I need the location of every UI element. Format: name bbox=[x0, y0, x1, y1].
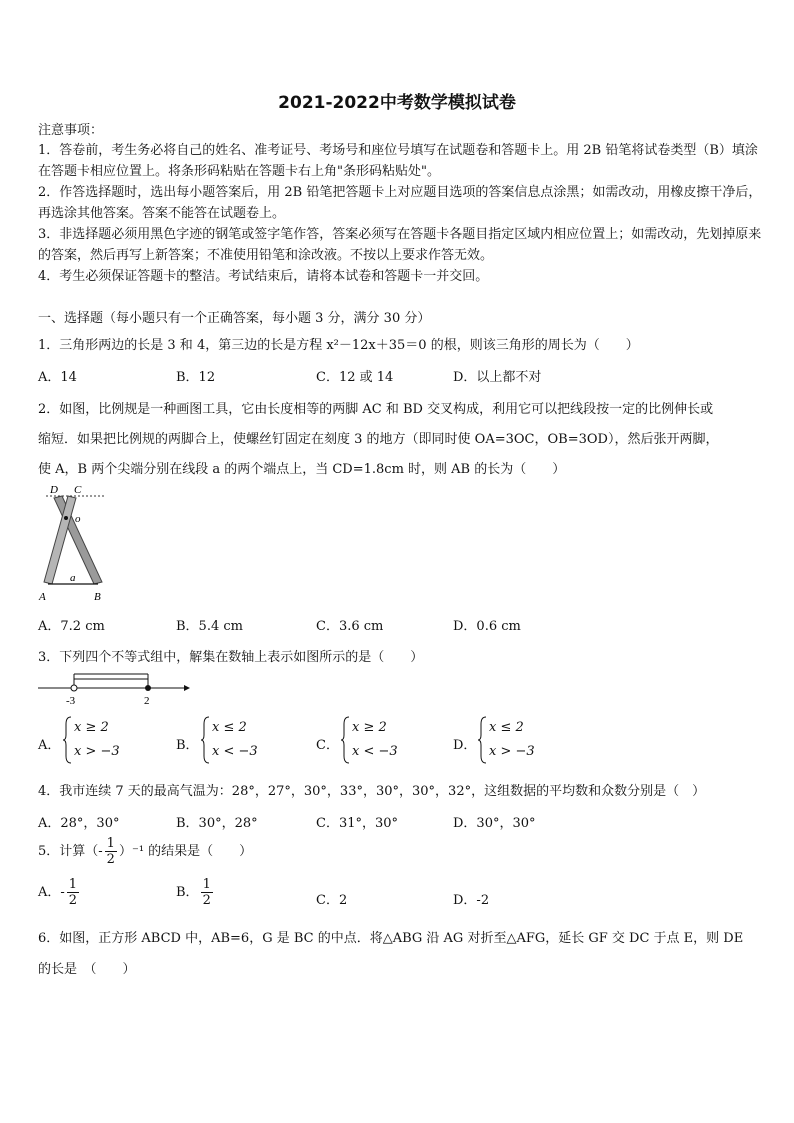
q5-b-fraction bbox=[201, 877, 213, 908]
q5-option-a bbox=[38, 877, 81, 908]
q1-option-b: B．12 bbox=[176, 370, 216, 385]
notice-item-1: 1．答卷前，考生务必将自己的姓名、准考证号、考场号和座位号填写在试题卷和答题卡上。用 2B 铅笔将试卷类型（B）填涂在答题卡相应位置上。将条形码粘贴在答题卡右上角"条形码粘贴处"。 bbox=[38, 143, 758, 179]
question-2-line-3: 使 A，B 两个尖端分别在线段 a 的两个端点上，当 CD=1.8cm 时，则 AB 的长为（ ） bbox=[38, 462, 566, 477]
q3-option-b-brace bbox=[200, 716, 210, 768]
axis-label-neg3: -3 bbox=[66, 695, 76, 707]
q3-option-c-brace bbox=[340, 716, 350, 768]
exam-title: 2021-2022中考数学模拟试卷 bbox=[278, 93, 516, 113]
q1-option-c: C．12 或 14 bbox=[316, 370, 394, 385]
q2-option-c: C．3.6 cm bbox=[316, 619, 384, 634]
q5-a-num: 1 bbox=[68, 877, 78, 892]
q2-option-b: B．5.4 cm bbox=[176, 619, 243, 634]
question-2-line-1: 2．如图，比例规是一种画图工具，它由长度相等的两脚 AC 和 BD 交叉构成，利用它可以把线段按一定的比例伸长或 bbox=[38, 402, 714, 417]
question-6-line-1: 6．如图，正方形 ABCD 中，AB=6，G 是 BC 的中点．将△ABG 沿 AG 对折至△AFG，延长 GF 交 DC 于点 E，则 DE bbox=[38, 931, 744, 946]
q3-option-d-letter: D． bbox=[453, 738, 477, 753]
q5-frac-num: 1 bbox=[106, 836, 115, 851]
question-3-stem: 3．下列四个不等式组中，解集在数轴上表示如图所示的是（ ） bbox=[38, 650, 424, 665]
figure-label-d: D bbox=[50, 484, 58, 496]
axis-label-2: 2 bbox=[144, 695, 150, 707]
q3-option-a-letter: A． bbox=[38, 738, 61, 753]
question-4-stem: 4．我市连续 7 天的最高气温为：28°，27°，30°，33°，30°，30°，32°，这组数据的平均数和众数分别是（ ） bbox=[38, 784, 706, 799]
figure-label-a-segment: a bbox=[70, 572, 76, 584]
question-6-line-2: 的长是 （ ） bbox=[38, 962, 136, 977]
q5-stem-prefix: 5．计算（- bbox=[38, 844, 103, 859]
q3-d-line-2: x > −3 bbox=[489, 744, 535, 759]
q5-option-c: C．2 bbox=[316, 893, 348, 908]
number-line-figure bbox=[38, 668, 190, 708]
q3-c-line-1: x ≥ 2 bbox=[352, 720, 387, 735]
figure-label-o: o bbox=[75, 513, 81, 525]
q3-option-d-system bbox=[489, 716, 535, 764]
q1-option-a: A．14 bbox=[38, 370, 77, 385]
question-1-stem: 1．三角形两边的长是 3 和 4，第三边的长是方程 x²－12x＋35＝0 的根，则该三角形的周长为（ ） bbox=[38, 338, 639, 353]
q3-d-line-1: x ≤ 2 bbox=[489, 720, 524, 735]
q5-frac-den: 2 bbox=[106, 852, 115, 867]
section-heading: 一、选择题（每小题只有一个正确答案，每小题 3 分，满分 30 分） bbox=[38, 311, 431, 326]
q1-option-d: D．以上都不对 bbox=[453, 370, 542, 385]
q3-b-line-1: x ≤ 2 bbox=[212, 720, 247, 735]
q5-fraction bbox=[105, 836, 117, 867]
q3-option-b-letter: B． bbox=[176, 738, 199, 753]
q3-option-d-brace bbox=[477, 716, 487, 768]
question-2-line-2: 缩短．如果把比例规的两脚合上，使螺丝钉固定在刻度 3 的地方（即同时使 OA=3OC，OB=3OD），然后张开两脚， bbox=[38, 432, 719, 447]
question-5-stem bbox=[38, 836, 252, 867]
q5-a-fraction bbox=[67, 877, 79, 908]
q3-a-line-2: x > −3 bbox=[74, 744, 120, 759]
q4-option-c: C．31°，30° bbox=[316, 816, 399, 831]
q5-b-num: 1 bbox=[202, 877, 211, 892]
q4-option-a: A．28°，30° bbox=[38, 816, 120, 831]
q3-option-b-system bbox=[212, 716, 258, 764]
q3-b-line-2: x < −3 bbox=[212, 744, 258, 759]
q5-option-d: D．-2 bbox=[453, 893, 490, 908]
q5-a-den: 2 bbox=[68, 893, 78, 908]
q3-option-a-brace bbox=[62, 716, 72, 768]
q3-c-line-2: x < −3 bbox=[352, 744, 398, 759]
q5-b-prefix: B． bbox=[176, 885, 199, 900]
q5-a-prefix: A．- bbox=[38, 885, 65, 900]
notice-item-2: 2．作答选择题时，选出每小题答案后，用 2B 铅笔把答题卡上对应题目选项的答案信息点涂黑；如需改动，用橡皮擦干净后，再选涂其他答案。答案不能答在试题卷上。 bbox=[38, 185, 762, 221]
notice-item-4: 4．考生必须保证答题卡的整洁。考试结束后，请将本试卷和答题卡一并交回。 bbox=[38, 269, 489, 284]
q3-option-c-letter: C． bbox=[316, 738, 339, 753]
q5-stem-suffix: ）⁻¹ 的结果是（ ） bbox=[118, 844, 253, 859]
notice-heading: 注意事项： bbox=[38, 123, 104, 138]
figure-label-point-b: B bbox=[94, 591, 101, 603]
figure-label-point-a: A bbox=[39, 591, 46, 603]
q3-option-c-system bbox=[352, 716, 398, 764]
q3-a-line-1: x ≥ 2 bbox=[74, 720, 109, 735]
q4-option-b: B．30°，28° bbox=[176, 816, 258, 831]
notice-item-3: 3．非选择题必须用黑色字迹的钢笔或签字笔作答，答案必须写在答题卡各题目指定区域内相应位置上；如需改动，先划掉原来的答案，然后再写上新答案；不准使用铅笔和涂改液。不按以上要求作答无效。 bbox=[38, 227, 762, 263]
q3-option-a-system bbox=[74, 716, 120, 764]
q2-option-a: A．7.2 cm bbox=[38, 619, 105, 634]
q4-option-d: D．30°，30° bbox=[453, 816, 536, 831]
q5-option-b bbox=[176, 877, 215, 908]
proportional-compass-figure bbox=[38, 480, 110, 604]
q5-b-den: 2 bbox=[202, 893, 211, 908]
figure-label-c: C bbox=[74, 484, 82, 496]
q2-option-d: D．0.6 cm bbox=[453, 619, 521, 634]
